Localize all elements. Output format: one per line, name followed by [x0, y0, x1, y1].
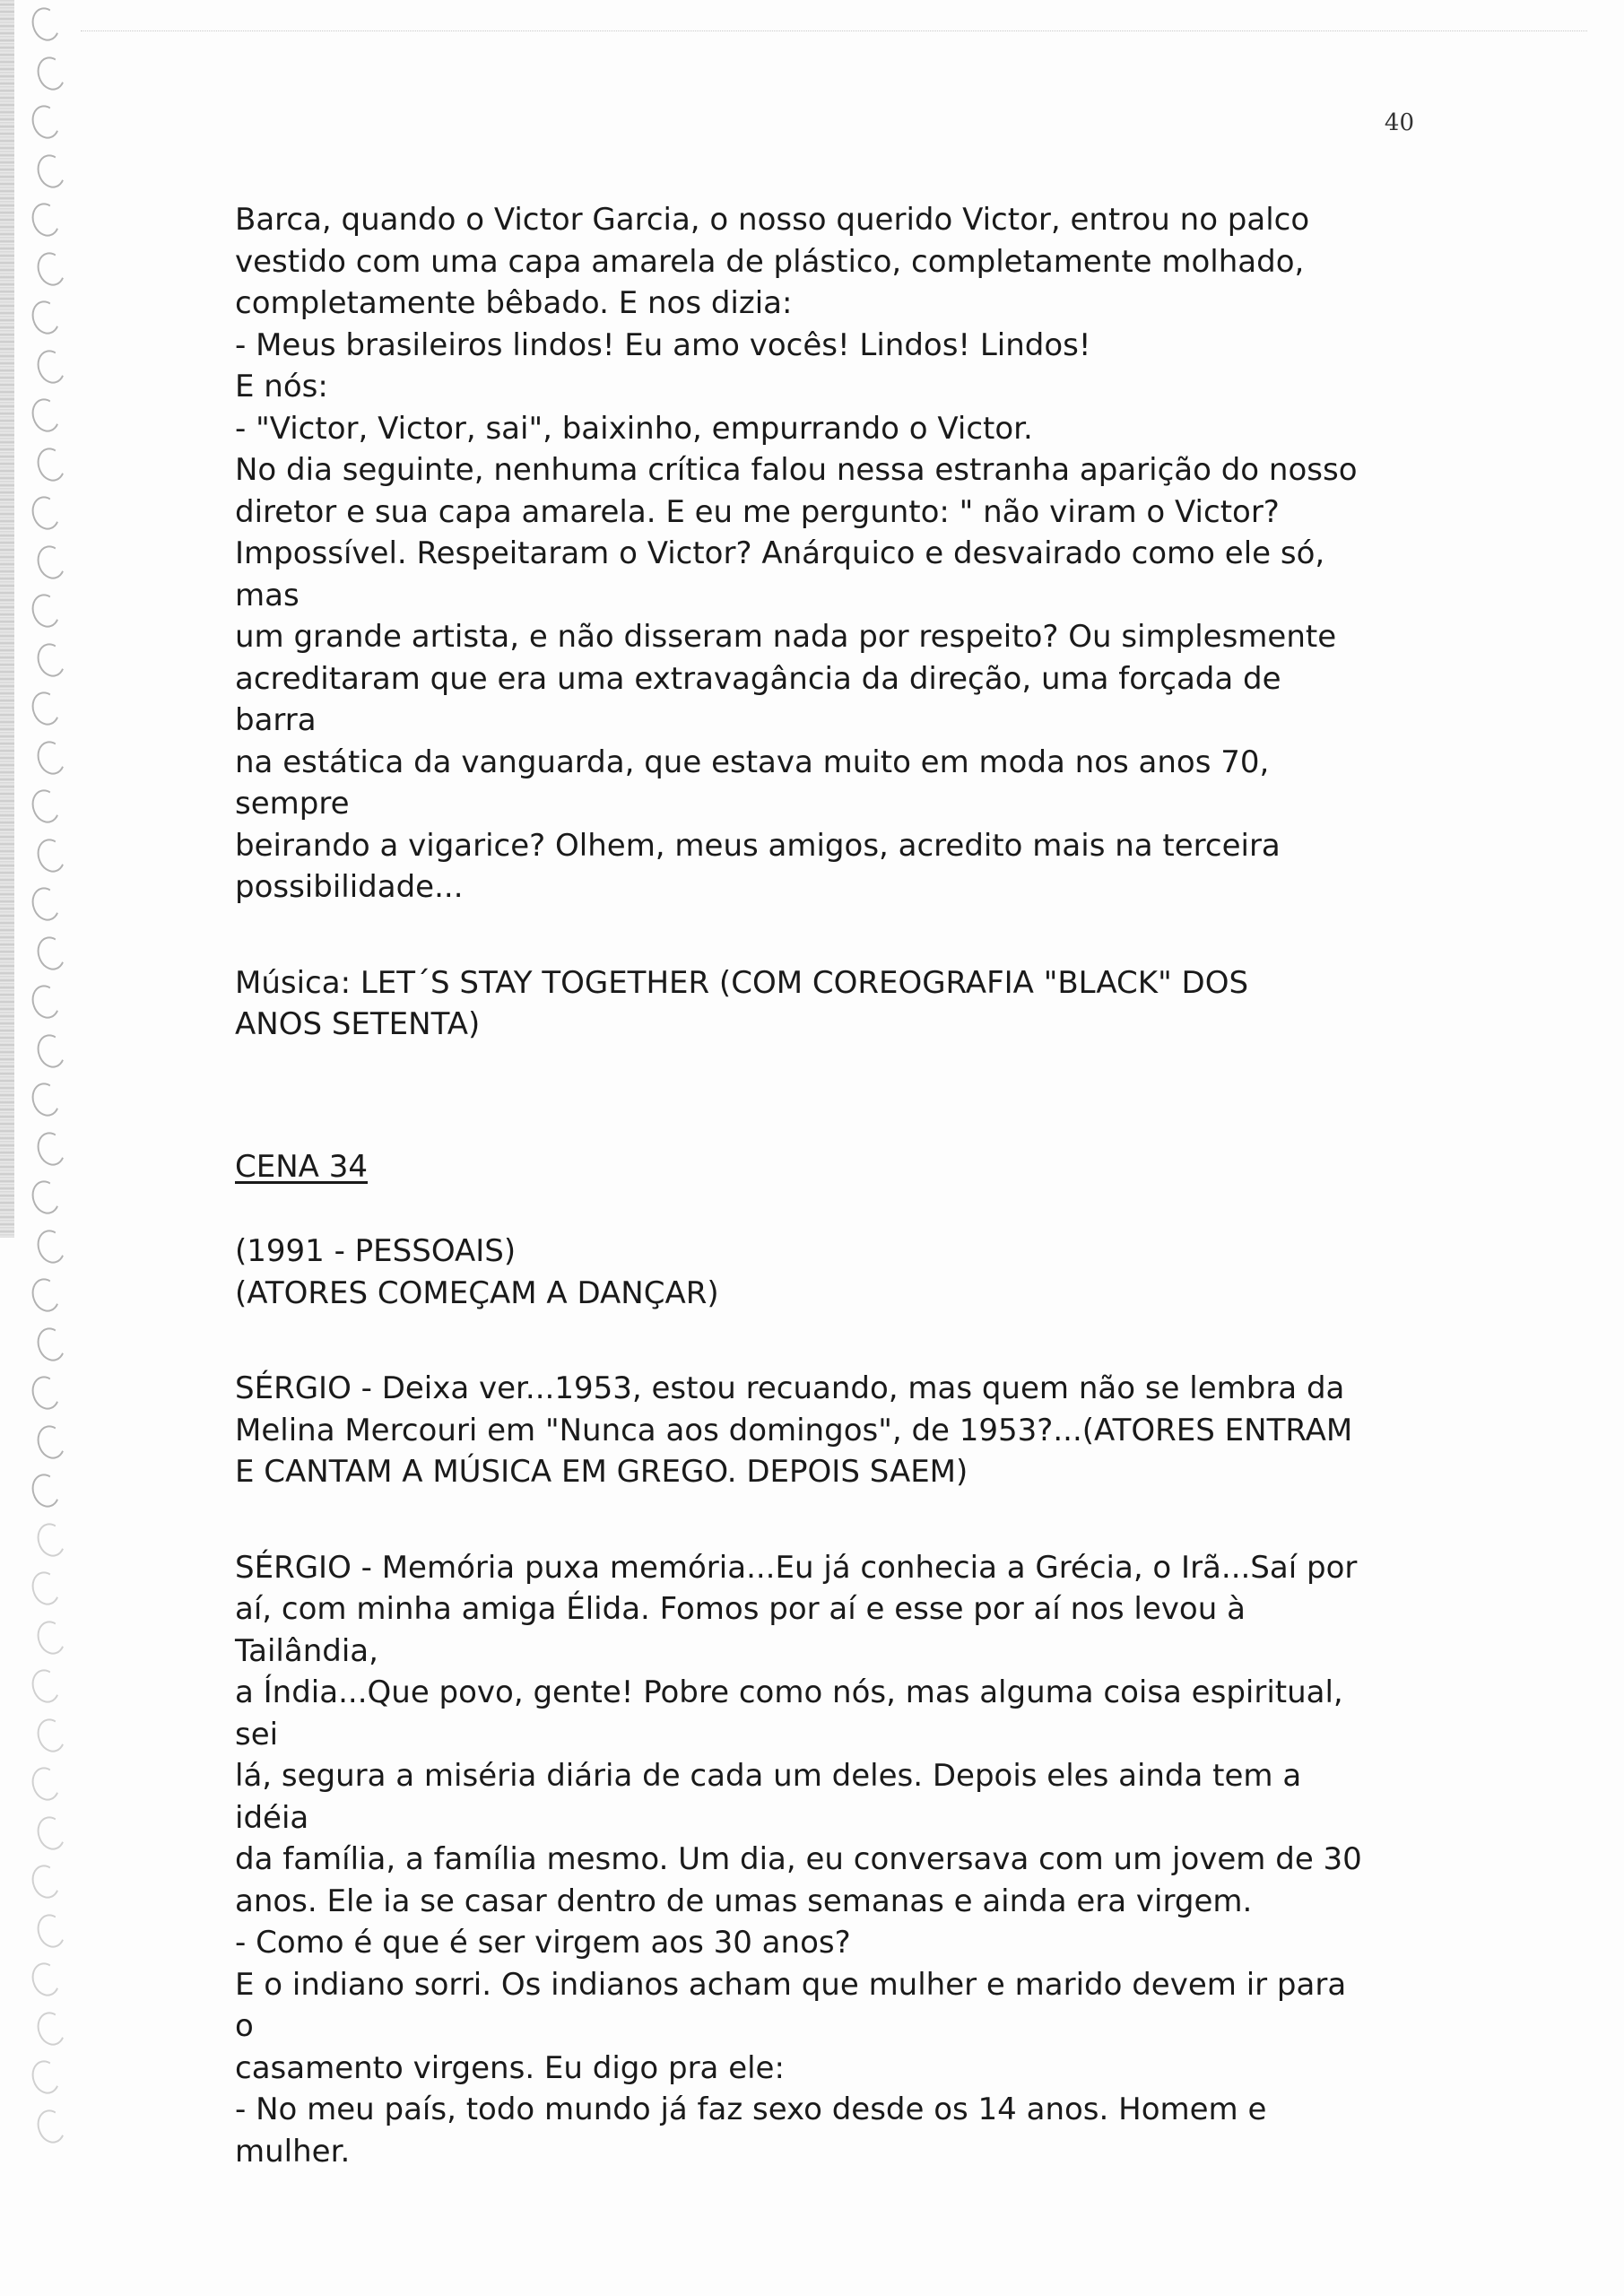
dialogue-line: - "Victor, Victor, sai", baixinho, empurrando o Victor.	[235, 410, 1033, 447]
binder-hole	[28, 101, 64, 142]
spacer	[235, 1046, 1367, 1146]
binder-strip	[0, 0, 70, 2296]
binder-hole	[28, 786, 64, 826]
binder-hole	[28, 1177, 64, 1217]
dialogue-sergio-1953: SÉRGIO - Deixa ver...1953, estou recuando, mas quem não se lembra da Melina Mercouri em "Nunca aos domingos", de 1953?...(ATORES ENTRAM E CANTAM A MÚSICA EM GREGO. DEPOIS SAEM)	[235, 1370, 1353, 1490]
binder-hole	[33, 542, 69, 582]
binder-hole	[33, 1422, 69, 1462]
binder-hole	[28, 1372, 64, 1413]
binder-hole	[33, 2106, 69, 2146]
scene-title: CENA 34	[235, 1148, 368, 1185]
binder-hole	[28, 590, 64, 631]
stage-direction: (1991 - PESSOAIS)	[235, 1233, 517, 1269]
binder-hole	[28, 1861, 64, 1901]
binder-hole	[33, 1813, 69, 1853]
binder-hole	[33, 248, 69, 289]
paragraph-indiano: E o indiano sorri. Os indianos acham que mulher e marido devem ir para o casamento virgens. Eu digo pra ele:	[235, 1966, 1347, 2086]
page-number: 40	[1384, 109, 1414, 136]
spacer	[235, 1314, 1367, 1368]
spacer	[235, 1187, 1367, 1231]
spacer	[235, 1493, 1367, 1547]
binder-hole	[28, 395, 64, 435]
binder-hole	[33, 737, 69, 778]
binder-hole	[28, 688, 64, 728]
binder-hole	[33, 346, 69, 387]
binder-hole	[28, 1079, 64, 1119]
binder-hole	[33, 1519, 69, 1560]
binder-hole	[33, 1031, 69, 1071]
dialogue-line: - No meu país, todo mundo já faz sexo desde os 14 anos. Homem e mulher.	[235, 2092, 1267, 2170]
binder-hole	[28, 199, 64, 239]
binder-hole	[28, 1568, 64, 1608]
binder-hole	[28, 1470, 64, 1510]
top-dotted-rule	[81, 30, 1587, 31]
binder-hole	[33, 1226, 69, 1266]
binder-hole	[28, 1959, 64, 1999]
spacer	[235, 909, 1367, 962]
binder-hole	[33, 1617, 69, 1657]
binder-hole	[28, 4, 64, 44]
binder-hole	[33, 639, 69, 680]
music-cue: Música: LET´S STAY TOGETHER (COM COREOGRAFIA "BLACK" DOS ANOS SETENTA)	[235, 964, 1249, 1042]
binder-hole	[33, 53, 69, 93]
binder-hole	[33, 1128, 69, 1169]
paragraph-barca: Barca, quando o Victor Garcia, o nosso querido Victor, entrou no palco vestido com uma capa amarela de plástico, completamente molhado, completamente bêbado. E nos dizia:	[235, 202, 1310, 321]
dialogue-sergio-memoria: SÉRGIO - Memória puxa memória...Eu já conhecia a Grécia, o Irã...Saí por aí, com minha amiga Élida. Fomos por aí e esse por aí nos levou à Tailândia, a Índia...Que povo, gente! Pobre como nós, mas alguma coisa espiritual, sei lá, segura a miséria diária de cada um deles. Depois eles ainda tem a idéia da família, a família mesmo. Um dia, eu conversava com um jovem de 30 anos. Ele ia se casar dentro de umas semanas e ainda era virgem.	[235, 1549, 1362, 1919]
binder-hole	[28, 981, 64, 1022]
paragraph-dia-seguinte: No dia seguinte, nenhuma crítica falou nessa estranha aparição do nosso diretor e sua capa amarela. E eu me pergunto: " não viram o Victor? Impossível. Respeitaram o Victor? Anárquico e desvairado como ele só, mas um grande artista, e não disseram nada por respeito? Ou simplesmente acreditaram que era uma extravagância da direção, uma forçada de barra na estática da vanguarda, que estava muito em moda nos anos 70, sempre beirando a vigarice? Olhem, meus amigos, acredito mais na terceira possibilidade...	[235, 452, 1358, 905]
stage-direction: (ATORES COMEÇAM A DANÇAR)	[235, 1274, 719, 1311]
binder-hole	[33, 933, 69, 973]
dialogue-line: - Como é que é ser virgem aos 30 anos?	[235, 1925, 851, 1961]
binder-hole	[28, 1763, 64, 1804]
binder-hole	[33, 444, 69, 484]
binder-hole	[33, 835, 69, 875]
binder-hole	[33, 151, 69, 191]
binder-hole	[33, 1715, 69, 1755]
binder-hole	[28, 2057, 64, 2097]
dialogue-line: - Meus brasileiros lindos! Eu amo vocês! Lindos! Lindos!	[235, 326, 1091, 363]
paragraph-e-nos: E nós:	[235, 369, 328, 404]
binder-edge	[0, 0, 14, 1238]
binder-hole	[28, 492, 64, 533]
binder-hole	[33, 1324, 69, 1364]
binder-hole	[33, 2008, 69, 2048]
binder-hole	[28, 1665, 64, 1706]
binder-hole	[28, 297, 64, 337]
binder-hole	[28, 1274, 64, 1315]
binder-hole	[28, 883, 64, 924]
binder-hole	[33, 1910, 69, 1951]
script-body	[235, 199, 1367, 2172]
